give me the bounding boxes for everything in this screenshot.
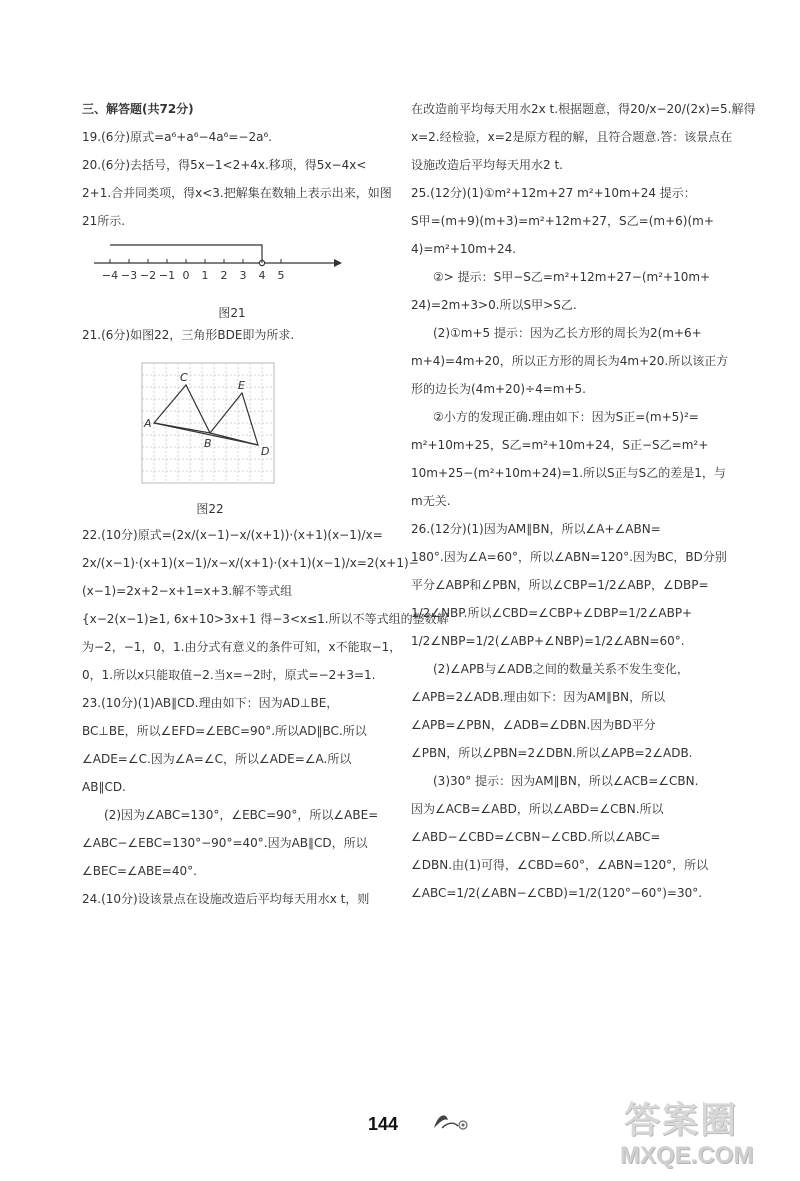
q25-line-9: ②小方的发现正确.理由如下：因为S正=(m+5)²=	[433, 410, 699, 424]
number-line-tick-label: 3	[239, 269, 247, 282]
point-b-label: B	[204, 437, 212, 450]
leaf-ornament-icon	[432, 1110, 472, 1136]
q23-part2-line-2: ∠ABC−∠EBC=130°−90°=40°.因为AB∥CD，所以	[82, 836, 368, 850]
watermark	[614, 1092, 790, 1178]
watermark-url: MXQE.COM	[620, 1142, 754, 1169]
q25-line-11: 10m+25−(m²+10m+24)=1.所以S正与S乙的差是1，与	[411, 466, 726, 480]
point-e-label: E	[238, 379, 245, 392]
q26-line-8: ∠APB=∠PBN，∠ADB=∠DBN.因为BD平分	[411, 718, 656, 732]
grid-triangle-diagram	[82, 353, 382, 489]
q23-line-4: AB∥CD.	[82, 780, 126, 794]
triangle-bde	[210, 393, 258, 445]
number-line-tick-label: −2	[139, 269, 157, 282]
q26-line-13: ∠DBN.由(1)可得，∠CBD=60°，∠ABN=120°，所以	[411, 858, 709, 872]
figure-21-caption: 图21	[218, 306, 246, 320]
q25-line-1: 25.(12分)(1)①m²+12m+27 m²+10m+24 提示：	[411, 186, 696, 200]
q26-line-2: 180°.因为∠A=60°，所以∠ABN=120°.因为BC，BD分别	[411, 550, 727, 564]
q25-line-8: 形的边长为(4m+20)÷4=m+5.	[411, 382, 586, 396]
q26-line-1: 26.(12分)(1)因为AM∥BN，所以∠A+∠ABN=	[411, 522, 661, 536]
grid-lines	[142, 363, 274, 483]
q26-line-11: 因为∠ACB=∠ABD，所以∠ABD=∠CBN.所以	[411, 802, 664, 816]
q26-line-12: ∠ABD−∠CBD=∠CBN−∠CBD.所以∠ABC=	[411, 830, 661, 844]
number-line-tick-label: 0	[182, 269, 190, 282]
q23-part2-line-3: ∠BEC=∠ABE=40°.	[82, 864, 197, 878]
number-line-figure	[82, 239, 382, 320]
q24-cont-line-1: 在改造前平均每天用水2x t.根据题意，得20/x−20/(2x)=5.解得	[411, 102, 756, 116]
page-number: 144	[368, 1114, 399, 1134]
number-line-tick-label: −4	[101, 269, 119, 282]
point-d-label: D	[261, 445, 270, 458]
grid-figure	[82, 353, 382, 516]
q22-line-6: 0，1.所以x只能取值−2.当x=−2时，原式=−2+3=1.	[82, 668, 376, 682]
q20-line-1: 20.(6分)去括号，得5x−1<2+4x.移项，得5x−4x<	[82, 158, 367, 172]
q26-line-4: 1/2∠NBP.所以∠CBD=∠CBP+∠DBP=1/2∠ABP+	[411, 606, 693, 620]
q22-line-1: 22.(10分)原式=(2x/(x−1)−x/(x+1))·(x+1)(x−1)/x=	[82, 528, 383, 542]
number-line-tick-label: 4	[258, 269, 266, 282]
q21-answer: 21.(6分)如图22，三角形BDE即为所求.	[82, 328, 295, 342]
point-c-label: C	[180, 371, 188, 384]
q25-line-2: S甲=(m+9)(m+3)=m²+12m+27，S乙=(m+6)(m+	[411, 214, 714, 228]
q20-line-2: 2+1.合并同类项，得x<3.把解集在数轴上表示出来，如图	[82, 186, 392, 200]
q26-line-3: 平分∠ABP和∠PBN，所以∠CBP=1/2∠ABP，∠DBP=	[411, 578, 709, 592]
number-line-tick-label: −3	[120, 269, 138, 282]
q26-line-10: (3)30° 提示：因为AM∥BN，所以∠ACB=∠CBN.	[433, 774, 699, 788]
q23-line-3: ∠ADE=∠C.因为∠A=∠C，所以∠ADE=∠A.所以	[82, 752, 352, 766]
q25-line-7: m+4)=4m+20，所以正方形的周长为4m+20.所以该正方	[411, 354, 729, 368]
q25-line-5: 24)=2m+3>0.所以S甲>S乙.	[411, 298, 577, 312]
q23-line-2: BC⊥BE，所以∠EFD=∠EBC=90°.所以AD∥BC.所以	[82, 724, 367, 738]
q20-line-3: 21所示.	[82, 214, 126, 228]
q23-part2-line-1: (2)因为∠ABC=130°，∠EBC=90°，所以∠ABE=	[104, 808, 379, 822]
q24-cont-line-2: x=2.经检验，x=2是原方程的解，且符合题意.答：该景点在	[411, 130, 733, 144]
q25-line-12: m无关.	[411, 494, 451, 508]
figure-22-caption: 图22	[196, 502, 224, 516]
q24-line-1: 24.(10分)设该景点在设施改造后平均每天用水x t，则	[82, 892, 370, 906]
number-line-tick-label: −1	[158, 269, 176, 282]
point-a-label: A	[144, 417, 152, 430]
number-line-tick-label: 5	[277, 269, 285, 282]
q25-line-6: (2)①m+5 提示：因为乙长方形的周长为2(m+6+	[433, 326, 702, 340]
q25-line-10: m²+10m+25，S乙=m²+10m+24，S正−S乙=m²+	[411, 438, 709, 452]
q26-line-7: ∠APB=2∠ADB.理由如下：因为AM∥BN，所以	[411, 690, 666, 704]
q25-line-3: 4)=m²+10m+24.	[411, 242, 517, 256]
q24-cont-line-3: 设施改造后平均每天用水2 t.	[411, 158, 563, 172]
q25-line-4: ②> 提示：S甲−S乙=m²+12m+27−(m²+10m+	[433, 270, 711, 284]
q19-answer: 19.(6分)原式=a⁶+a⁶−4a⁶=−2a⁶.	[82, 130, 273, 144]
q22-line-3: (x−1)=2x+2−x+1=x+3.解不等式组	[82, 584, 293, 598]
number-line-tick-label: 1	[201, 269, 209, 282]
q23-line-1: 23.(10分)(1)AB∥CD.理由如下：因为AD⊥BE，	[82, 696, 339, 710]
right-column	[411, 95, 756, 907]
watermark-title: 答案圈	[624, 1100, 739, 1141]
number-line	[82, 239, 382, 293]
q22-line-2: 2x/(x−1)·(x+1)(x−1)/x−x/(x+1)·(x+1)(x−1)/x=2(x+1)−	[82, 556, 419, 570]
q22-line-5: 为−2，−1，0，1.由分式有意义的条件可知，x不能取−1，	[82, 640, 402, 654]
q26-line-5: 1/2∠NBP=1/2(∠ABP+∠NBP)=1/2∠ABN=60°.	[411, 634, 685, 648]
number-line-tick-label: 2	[220, 269, 228, 282]
section-heading: 三、解答题(共72分)	[82, 102, 194, 116]
q22-line-4: {x−2(x−1)≥1, 6x+10>3x+1 得−3<x≤1.所以不等式组的整数解	[82, 612, 449, 626]
q26-line-9: ∠PBN，所以∠PBN=2∠DBN.所以∠APB=2∠ADB.	[411, 746, 693, 760]
q26-line-6: (2)∠APB与∠ADB之间的数量关系不发生变化，	[433, 662, 689, 676]
q26-line-14: ∠ABC=1/2(∠ABN−∠CBD)=1/2(120°−60°)=30°.	[411, 886, 703, 900]
